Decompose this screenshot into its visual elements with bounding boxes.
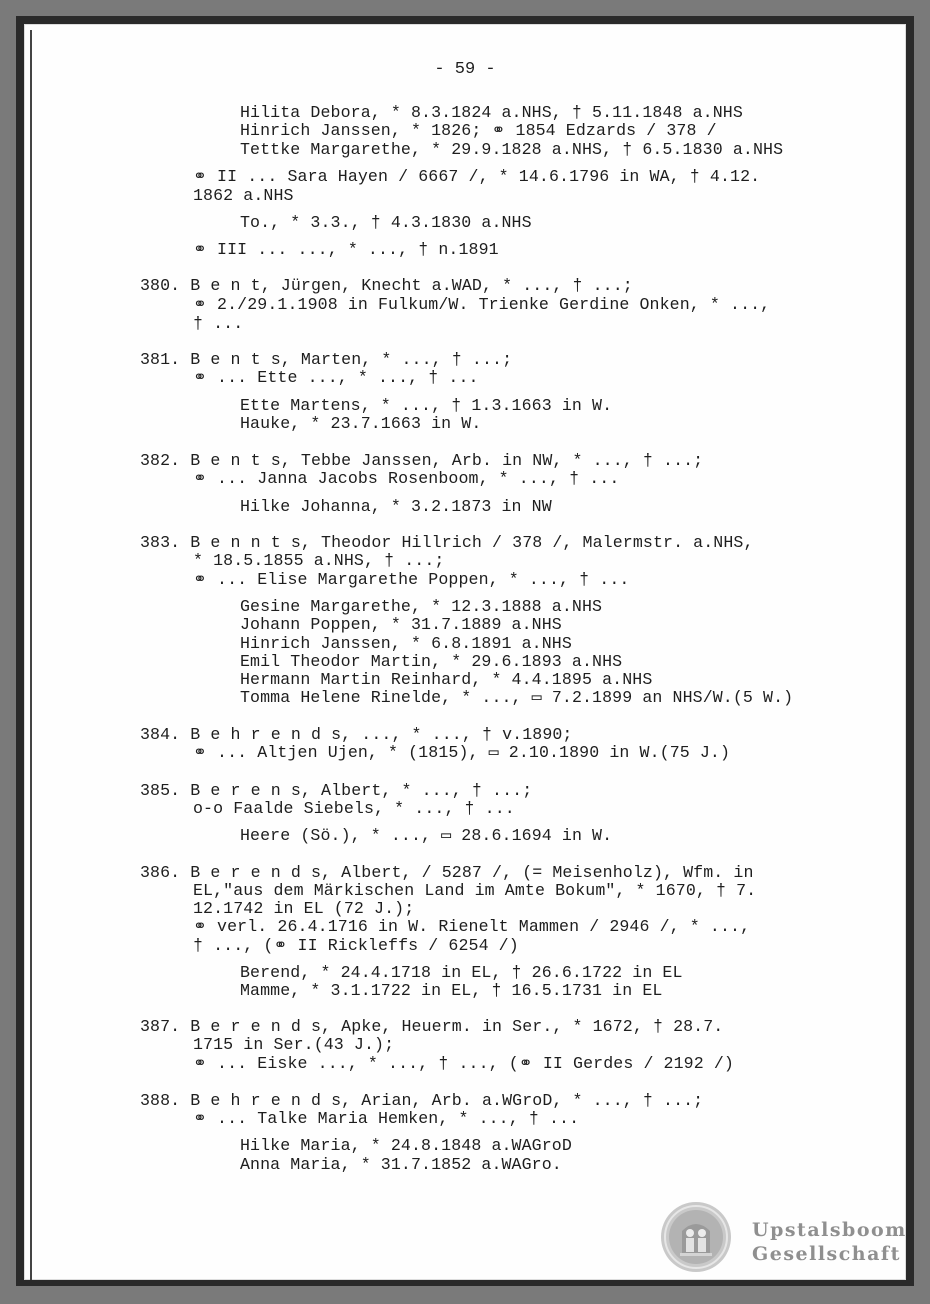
text-line: o-o Faalde Siebels, * ..., † ... — [193, 799, 515, 818]
text-line: ⚭ verl. 26.4.1716 in W. Rienelt Mammen / 2946 /, * ..., — [193, 917, 751, 936]
seal-logo-icon — [660, 1201, 732, 1273]
text-line: Tomma Helene Rinelde, * ..., ▭ 7.2.1899 an NHS/W.(5 W.) — [240, 688, 794, 707]
text-line: 384. B e h r e n d s, ..., * ..., † v.1890; — [140, 725, 573, 744]
text-line: ⚭ 2./29.1.1908 in Fulkum/W. Trienke Gerdine Onken, * ..., — [193, 295, 771, 314]
wordmark-line-1: Upstalsboom — [752, 1219, 907, 1241]
text-line: 382. B e n t s, Tebbe Janssen, Arb. in NW, * ..., † ...; — [140, 451, 704, 470]
text-line: 12.1742 in EL (72 J.); — [193, 899, 415, 918]
text-line: Hinrich Janssen, * 6.8.1891 a.NHS — [240, 634, 572, 653]
text-line: Anna Maria, * 31.7.1852 a.WAGro. — [240, 1155, 562, 1174]
text-line: Hinrich Janssen, * 1826; ⚭ 1854 Edzards / 378 / — [240, 121, 717, 140]
publisher-wordmark — [752, 1218, 907, 1266]
text-line: Mamme, * 3.1.1722 in EL, † 16.5.1731 in EL — [240, 981, 663, 1000]
left-margin-rule — [30, 30, 32, 1280]
text-line: Hermann Martin Reinhard, * 4.4.1895 a.NHS — [240, 670, 653, 689]
text-line: Hauke, * 23.7.1663 in W. — [240, 414, 482, 433]
wordmark-line-2: Gesellschaft — [752, 1243, 901, 1265]
text-line: 386. B e r e n d s, Albert, / 5287 /, (= Meisenholz), Wfm. in — [140, 863, 754, 882]
text-line: † ... — [193, 314, 244, 333]
text-line: 381. B e n t s, Marten, * ..., † ...; — [140, 350, 513, 369]
text-line: Hilke Maria, * 24.8.1848 a.WAGroD — [240, 1136, 572, 1155]
text-line: 388. B e h r e n d s, Arian, Arb. a.WGroD, * ..., † ...; — [140, 1091, 704, 1110]
text-line: ⚭ ... Eiske ..., * ..., † ..., (⚭ II Gerdes / 2192 /) — [193, 1054, 734, 1073]
text-line: Gesine Margarethe, * 12.3.1888 a.NHS — [240, 597, 603, 616]
page-number: - 59 - — [434, 60, 496, 79]
text-line: ⚭ ... Talke Maria Hemken, * ..., † ... — [193, 1109, 580, 1128]
text-line: ⚭ III ... ..., * ..., † n.1891 — [193, 240, 499, 259]
text-line: * 18.5.1855 a.NHS, † ...; — [193, 551, 445, 570]
text-line: Emil Theodor Martin, * 29.6.1893 a.NHS — [240, 652, 623, 671]
text-line: Berend, * 24.4.1718 in EL, † 26.6.1722 in EL — [240, 963, 683, 982]
text-line: Hilke Johanna, * 3.2.1873 in NW — [240, 497, 552, 516]
text-line: 1715 in Ser.(43 J.); — [193, 1035, 395, 1054]
text-line: ⚭ ... Ette ..., * ..., † ... — [193, 368, 479, 387]
text-line: ⚭ II ... Sara Hayen / 6667 /, * 14.6.1796 in WA, † 4.12. — [193, 167, 761, 186]
text-line: Hilita Debora, * 8.3.1824 a.NHS, † 5.11.1848 a.NHS — [240, 103, 743, 122]
text-line: Ette Martens, * ..., † 1.3.1663 in W. — [240, 396, 613, 415]
text-line: 385. B e r e n s, Albert, * ..., † ...; — [140, 781, 533, 800]
text-line: † ..., (⚭ II Rickleffs / 6254 /) — [193, 936, 519, 955]
text-line: EL,"aus dem Märkischen Land im Amte Bokum", * 1670, † 7. — [193, 881, 757, 900]
text-line: 1862 a.NHS — [193, 186, 294, 205]
text-line: ⚭ ... Elise Margarethe Poppen, * ..., † ... — [193, 570, 630, 589]
text-line: Johann Poppen, * 31.7.1889 a.NHS — [240, 615, 562, 634]
text-line: To., * 3.3., † 4.3.1830 a.NHS — [240, 213, 532, 232]
text-line: ⚭ ... Altjen Ujen, * (1815), ▭ 2.10.1890 in W.(75 J.) — [193, 743, 731, 762]
text-line: Heere (Sö.), * ..., ▭ 28.6.1694 in W. — [240, 826, 613, 845]
text-line: 380. B e n t, Jürgen, Knecht a.WAD, * ..., † ...; — [140, 276, 633, 295]
text-line: Tettke Margarethe, * 29.9.1828 a.NHS, † 6.5.1830 a.NHS — [240, 140, 784, 159]
text-line: 383. B e n n t s, Theodor Hillrich / 378 /, Malermstr. a.NHS, — [140, 533, 754, 552]
text-line: 387. B e r e n d s, Apke, Heuerm. in Ser., * 1672, † 28.7. — [140, 1017, 724, 1036]
text-line: ⚭ ... Janna Jacobs Rosenboom, * ..., † ... — [193, 469, 620, 488]
